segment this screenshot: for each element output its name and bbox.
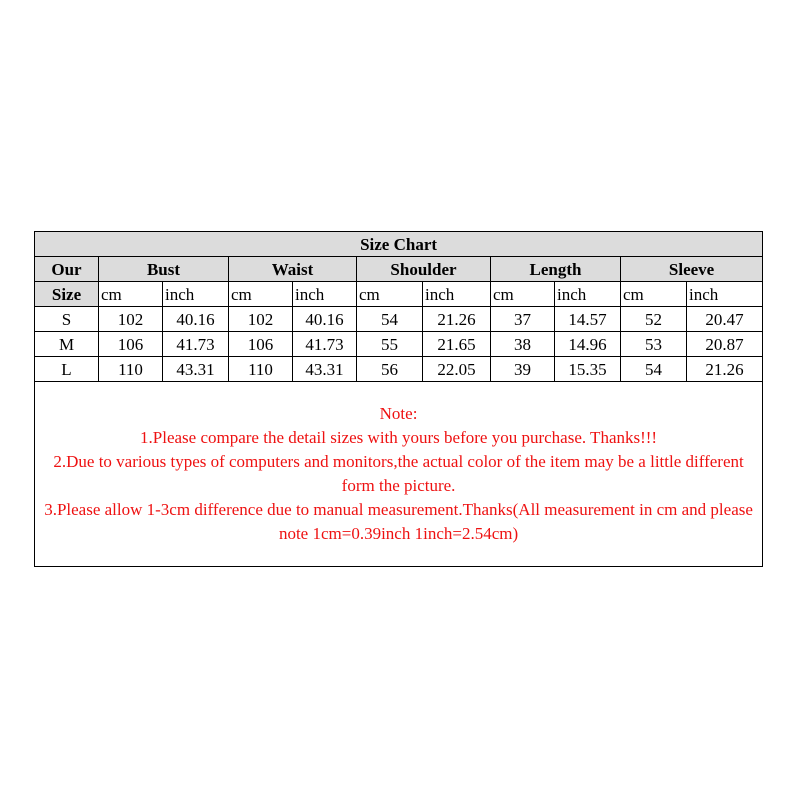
length-inch-value: 14.96 — [555, 332, 621, 357]
shoulder-inch-value: 21.26 — [423, 307, 491, 332]
sleeve-cm-value: 54 — [621, 357, 687, 382]
length-inch-value: 14.57 — [555, 307, 621, 332]
our-size-label-top: Our — [35, 257, 99, 282]
sleeve-inch-unit: inch — [687, 282, 763, 307]
table-row — [35, 357, 763, 382]
waist-inch-value: 41.73 — [293, 332, 357, 357]
size-label: M — [35, 332, 99, 357]
bust-inch-value: 43.31 — [163, 357, 229, 382]
note-line-2: 2.Due to various types of computers and monitors,the actual color of the item may be a little different form the picture. — [53, 452, 744, 495]
bust-cm-value: 102 — [99, 307, 163, 332]
notes-row — [35, 382, 763, 567]
waist-cm-unit: cm — [229, 282, 293, 307]
bust-cm-value: 110 — [99, 357, 163, 382]
sleeve-cm-value: 52 — [621, 307, 687, 332]
sleeve-cm-value: 53 — [621, 332, 687, 357]
bust-cm-unit: cm — [99, 282, 163, 307]
size-label: S — [35, 307, 99, 332]
column-sleeve: Sleeve — [621, 257, 763, 282]
waist-cm-value: 110 — [229, 357, 293, 382]
shoulder-inch-unit: inch — [423, 282, 491, 307]
table-row — [35, 307, 763, 332]
waist-inch-value: 43.31 — [293, 357, 357, 382]
length-cm-value: 37 — [491, 307, 555, 332]
length-cm-value: 39 — [491, 357, 555, 382]
title-row — [35, 232, 763, 257]
size-chart-table — [34, 231, 763, 567]
sleeve-inch-value: 21.26 — [687, 357, 763, 382]
column-waist: Waist — [229, 257, 357, 282]
sleeve-inch-value: 20.47 — [687, 307, 763, 332]
bust-inch-value: 40.16 — [163, 307, 229, 332]
waist-cm-value: 106 — [229, 332, 293, 357]
bust-inch-unit: inch — [163, 282, 229, 307]
waist-inch-unit: inch — [293, 282, 357, 307]
waist-cm-value: 102 — [229, 307, 293, 332]
shoulder-inch-value: 22.05 — [423, 357, 491, 382]
column-bust: Bust — [99, 257, 229, 282]
chart-title: Size Chart — [35, 232, 763, 257]
unit-header-row — [35, 282, 763, 307]
shoulder-cm-value: 54 — [357, 307, 423, 332]
waist-inch-value: 40.16 — [293, 307, 357, 332]
note-line-1: 1.Please compare the detail sizes with yours before you purchase. Thanks!!! — [140, 428, 658, 447]
shoulder-cm-value: 55 — [357, 332, 423, 357]
length-cm-value: 38 — [491, 332, 555, 357]
sleeve-cm-unit: cm — [621, 282, 687, 307]
note-line-3: 3.Please allow 1-3cm difference due to manual measurement.Thanks(All measurement in cm and please note 1cm=0.39inch 1inch=2.54cm) — [44, 500, 753, 543]
shoulder-cm-value: 56 — [357, 357, 423, 382]
column-shoulder: Shoulder — [357, 257, 491, 282]
shoulder-inch-value: 21.65 — [423, 332, 491, 357]
shoulder-cm-unit: cm — [357, 282, 423, 307]
sleeve-inch-value: 20.87 — [687, 332, 763, 357]
bust-cm-value: 106 — [99, 332, 163, 357]
length-cm-unit: cm — [491, 282, 555, 307]
table-row — [35, 332, 763, 357]
measurement-header-row — [35, 257, 763, 282]
our-size-label-bottom: Size — [35, 282, 99, 307]
notes-block — [35, 382, 763, 567]
length-inch-unit: inch — [555, 282, 621, 307]
column-length: Length — [491, 257, 621, 282]
notes-heading: Note: — [379, 404, 418, 423]
size-label: L — [35, 357, 99, 382]
length-inch-value: 15.35 — [555, 357, 621, 382]
bust-inch-value: 41.73 — [163, 332, 229, 357]
